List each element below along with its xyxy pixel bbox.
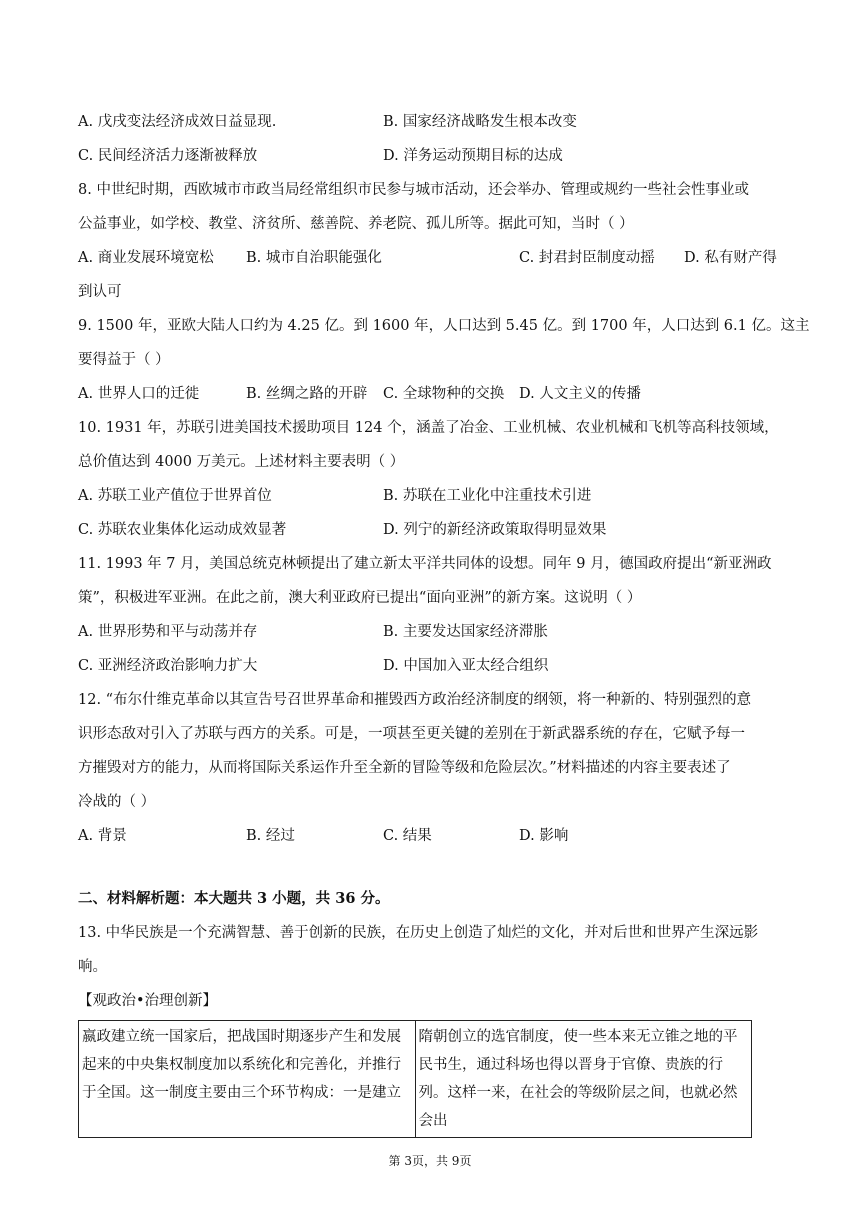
q12-option-a: A. 背景 [78,828,127,844]
q9-stem-line2: 要得益于（ ） [78,352,170,368]
q13-stem-line1: 13. 中华民族是一个充满智慧、善于创新的民族，在历史上创造了灿烂的文化，并对后世和世界产生深远影 [78,925,759,941]
q12-option-c: C. 结果 [383,828,432,844]
q9-stem-line1: 9. 1500 年，亚欧大陆人口约为 4.25 亿。到 1600 年，人口达到 5.45 亿。到 1700 年，人口达到 6.1 亿。这主 [78,318,810,334]
q11-option-b: B. 主要发达国家经济滞胀 [383,624,548,640]
section-2-title: 二、材料解析题：本大题共 3 小题，共 36 分。 [78,890,390,907]
q7-option-d: D. 洋务运动预期目标的达成 [383,148,563,164]
q12-option-b: B. 经过 [246,828,295,844]
q11-stem-line1: 11. 1993 年 7 月，美国总统克林顿提出了建立新太平洋共同体的设想。同年 9 月，德国政府提出“新亚洲政 [78,556,772,572]
q11-stem-line2: 策”，积极进军亚洲。在此之前，澳大利亚政府已提出“面向亚洲”的新方案。这说明（ ） [78,590,642,606]
q12-option-d: D. 影响 [519,828,569,844]
q10-option-c: C. 苏联农业集体化运动成效显著 [78,522,287,538]
q8-option-c: C. 封君封臣制度动摇 [519,250,655,266]
page-footer: 第 3页，共 9页 [388,1154,472,1168]
q13-stem-line2: 响。 [78,959,107,975]
material-cell-left: 嬴政建立统一国家后，把战国时期逐步产生和发展起来的中央集权制度加以系统化和完善化，并推行于全国。这一制度主要由三个环节构成：一是建立 [79,1021,416,1138]
q9-option-a: A. 世界人口的迁徙 [78,386,200,402]
q8-option-d: D. 私有财产得 [684,250,777,266]
q10-stem-line2: 总价值达到 4000 万美元。上述材料主要表明（ ） [78,454,405,470]
q7-option-c: C. 民间经济活力逐渐被释放 [78,148,258,164]
q8-stem-line2: 公益事业，如学校、教堂、济贫所、慈善院、养老院、孤儿所等。据此可知，当时（ ） [78,216,634,232]
q12-stem-line4: 冷战的（ ） [78,794,156,810]
q13-subheading: 【观政治•治理创新】 [78,993,218,1009]
q8-option-b: B. 城市自治职能强化 [246,250,382,266]
q11-option-d: D. 中国加入亚太经合组织 [383,658,549,674]
q12-stem-line1: 12. “布尔什维克革命以其宣告号召世界革命和摧毁西方政治经济制度的纲领，将一种新的、特别强烈的意 [78,692,752,708]
q9-option-b: B. 丝绸之路的开辟 [246,386,368,402]
q7-option-b: B. 国家经济战略发生根本改变 [383,114,577,130]
q8-option-d-continued: 到认可 [78,284,122,300]
q12-stem-line2: 识形态敌对引入了苏联与西方的关系。可是，一项甚至更关键的差别在于新武器系统的存在，它赋予每一 [78,726,745,742]
q11-option-c: C. 亚洲经济政治影响力扩大 [78,658,258,674]
q8-stem-line1: 8. 中世纪时期，西欧城市市政当局经常组织市民参与城市活动，还会举办、管理或规约一些社会性事业或 [78,182,749,198]
q10-option-d: D. 列宁的新经济政策取得明显效果 [383,522,607,538]
material-cell-right: 隋朝创立的选官制度，使一些本来无立锥之地的平民书生，通过科场也得以晋身于官僚、贵族的行列。这样一来，在社会的等级阶层之间，也就必然会出 [415,1021,752,1138]
q12-stem-line3: 方摧毁对方的能力，从而将国际关系运作升至全新的冒险等级和危险层次。”材料描述的内容主要表述了 [78,760,731,776]
q10-option-a: A. 苏联工业产值位于世界首位 [78,488,272,504]
q8-option-a: A. 商业发展环境宽松 [78,250,214,266]
q11-option-a: A. 世界形势和平与动荡并存 [78,624,258,640]
q9-option-d: D. 人文主义的传播 [519,386,641,402]
q13-material-table [78,1020,752,1138]
q10-option-b: B. 苏联在工业化中注重技术引进 [383,488,592,504]
q7-option-a: A. 戊戌变法经济成效日益显现. [78,114,277,130]
q9-option-c: C. 全球物种的交换 [383,386,505,402]
table-row [79,1021,752,1138]
q10-stem-line1: 10. 1931 年，苏联引进美国技术援助项目 124 个，涵盖了冶金、工业机械、农业机械和飞机等高科技领域， [78,420,779,436]
